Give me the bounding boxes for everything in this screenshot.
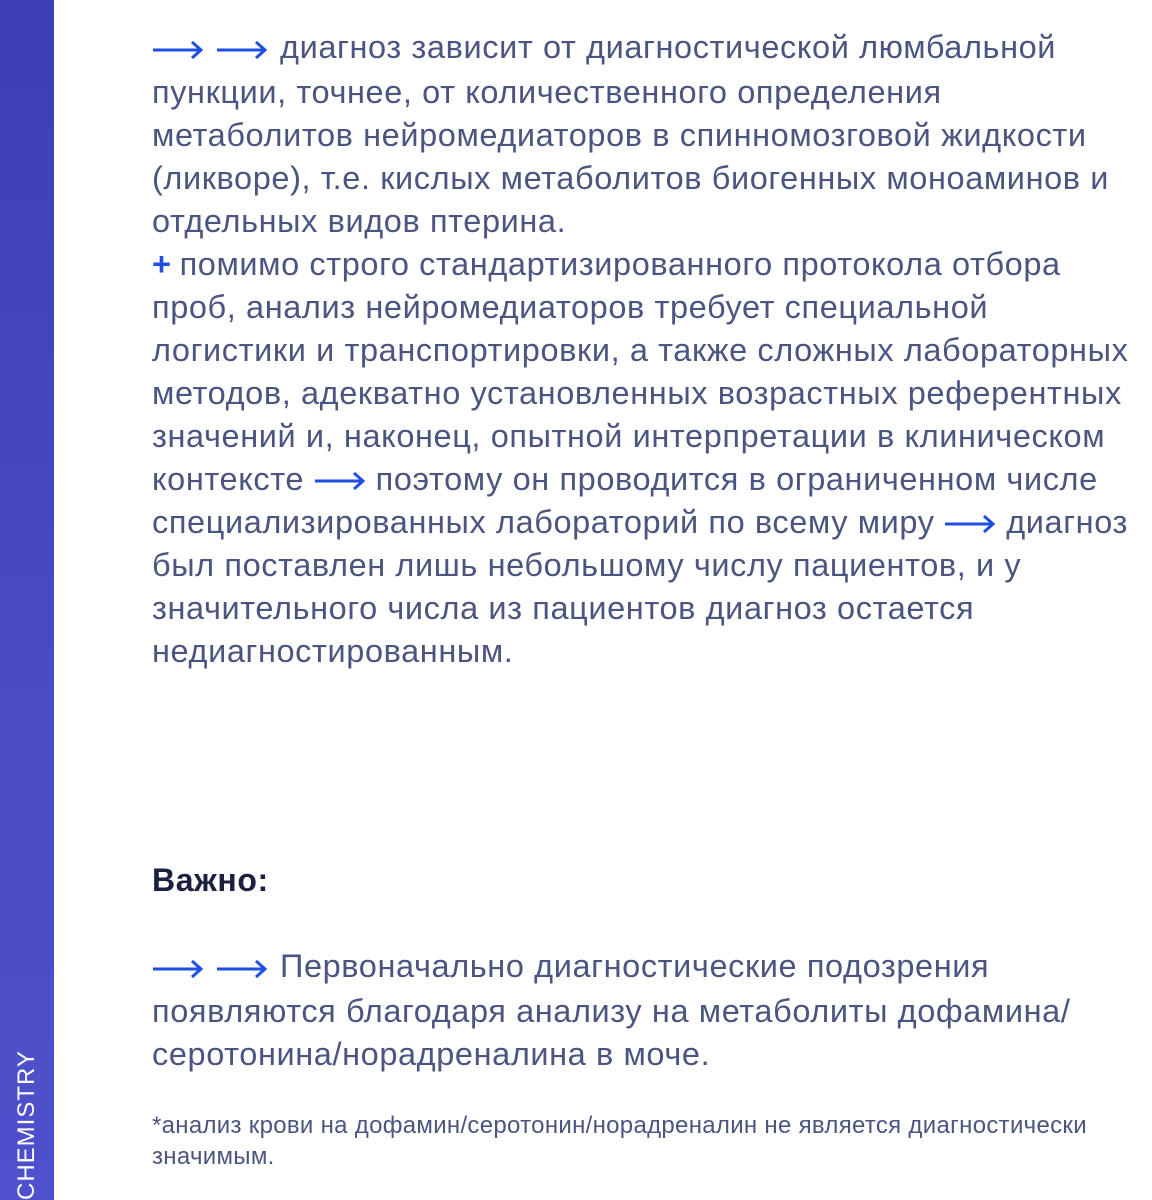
important-text: Первоначально диагностические подозрения появляются благодаря анализу на метаболиты дофамина/серотонина/норадреналина в моче. <box>152 948 1071 1072</box>
double-arrow <box>152 947 268 990</box>
intro-text: диагноз зависит от диагностической люмбальной пункции, точнее, от количественного определения метаболитов нейромедиаторов в спинномозговой жидкости (ликворе), т.е. кислых метаболитов биогенных моноаминов и отдельных видов птерина. <box>152 29 1110 239</box>
plus-text-1: помимо строго стандартизированного протокола отбора проб, анализ нейромедиаторов требует специальной логистики и транспортировки, а также сложных лабораторных методов, адекватно установленных возрастных референтных значений и, наконец, опытной интерпретации в клиническом контексте <box>152 245 1129 497</box>
important-paragraph <box>152 945 1142 1076</box>
main-text <box>152 26 1142 673</box>
arrow-right-icon <box>944 514 996 534</box>
arrow-right-icon <box>152 947 204 990</box>
intro-paragraph <box>152 26 1142 243</box>
sidebar-label: CHEMISTRY <box>13 1050 40 1200</box>
double-arrow <box>152 28 268 71</box>
arrow-right-icon <box>314 471 366 491</box>
arrow-right-icon <box>216 947 268 990</box>
plus-paragraph <box>152 243 1142 673</box>
plus-text-3: диагноз был поставлен лишь небольшому числу пациентов, и у значительного числа из пациентов диагноз остается недиагностированным. <box>152 503 1129 669</box>
important-heading: Важно: <box>152 862 269 898</box>
plus-text-2: поэтому он проводится в ограниченном числе специализированных лабораторий по всему миру <box>152 460 1098 540</box>
arrow-right-icon <box>152 28 204 71</box>
sidebar-band <box>0 0 54 1200</box>
plus-icon: + <box>152 245 172 282</box>
footnote: *анализ крови на дофамин/серотонин/норадреналин не является диагностически значимым. <box>152 1112 1087 1170</box>
arrow-right-icon <box>216 28 268 71</box>
